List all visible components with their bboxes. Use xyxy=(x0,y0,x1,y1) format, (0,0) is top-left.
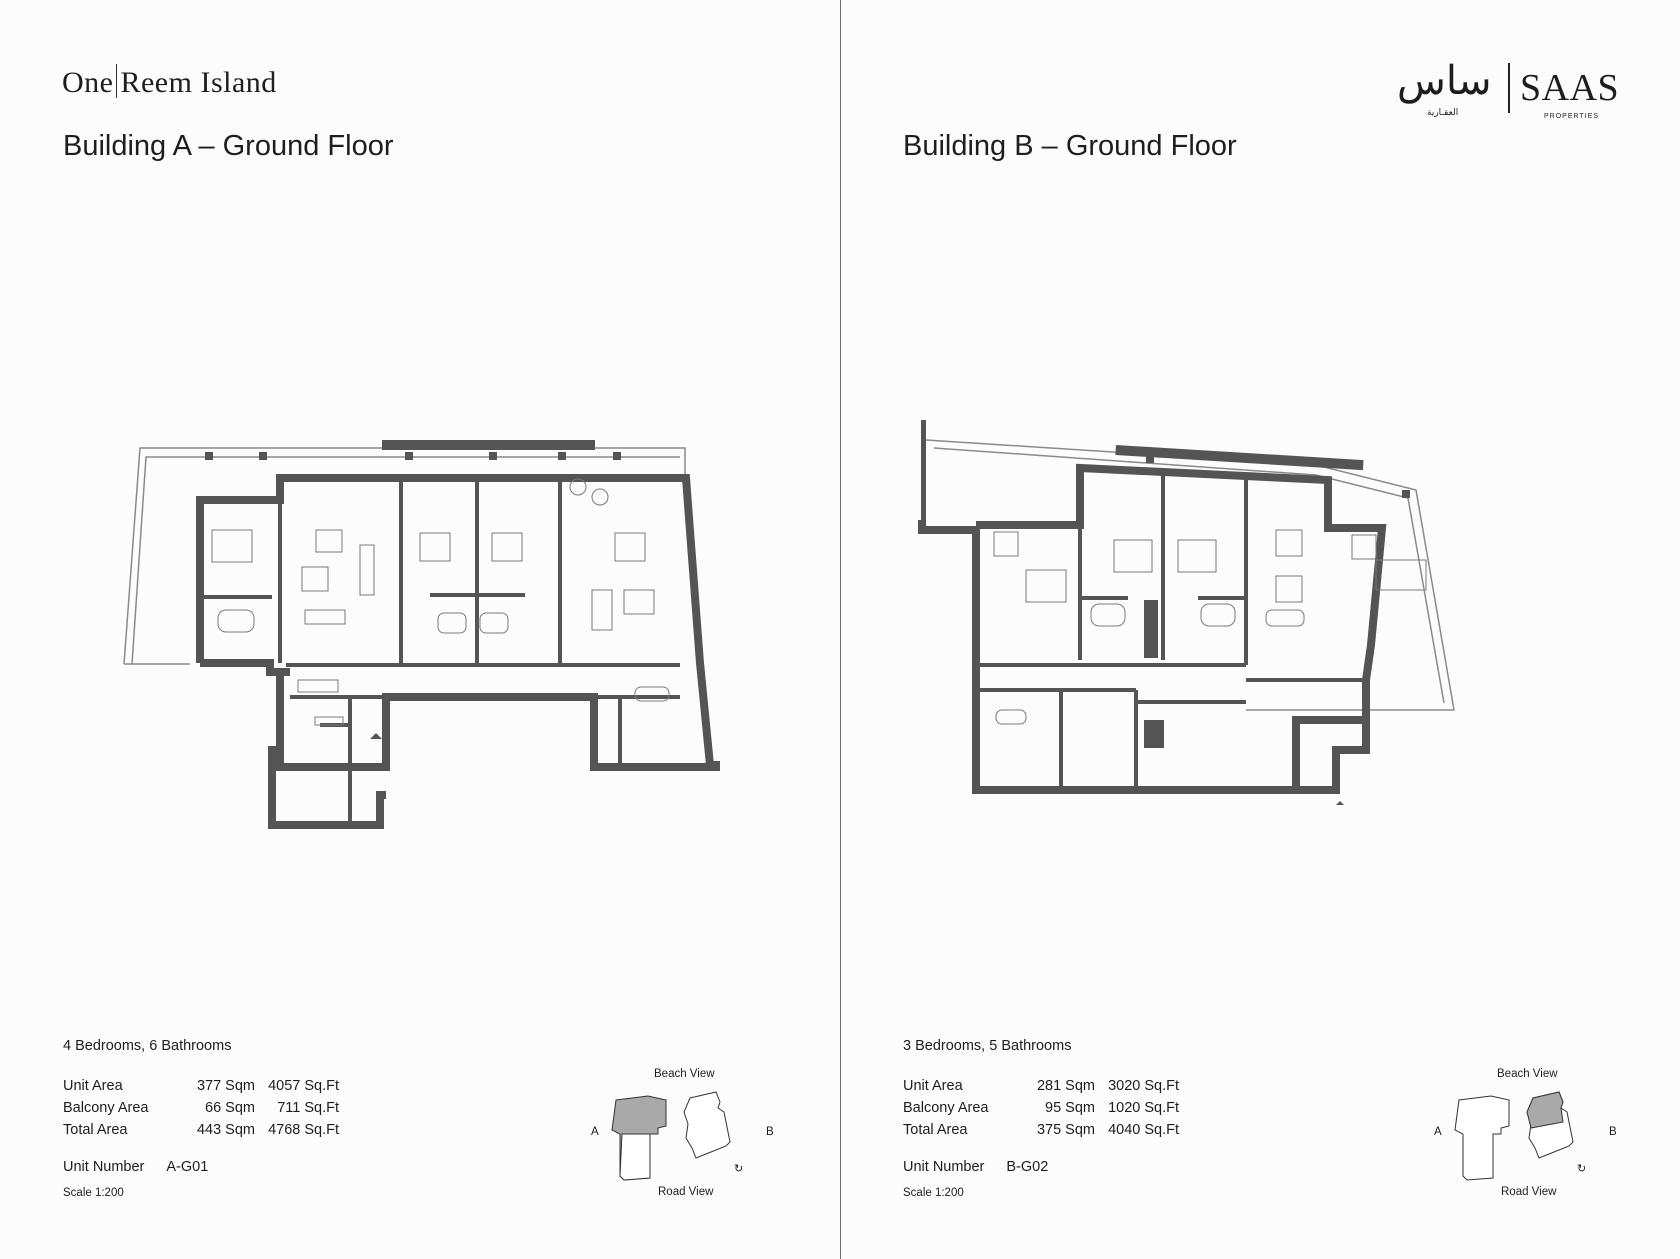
brand-separator xyxy=(116,64,117,98)
key-plan-a-label: A xyxy=(1434,1126,1442,1138)
area-sqft: 4040 Sq.Ft xyxy=(1108,1122,1179,1138)
area-label: Balcony Area xyxy=(903,1100,989,1116)
key-plan xyxy=(586,1068,786,1208)
north-icon: ↻ xyxy=(1577,1162,1587,1175)
key-plan-building-a xyxy=(1455,1096,1509,1180)
key-plan-b-label: B xyxy=(1609,1126,1617,1138)
interior-walls xyxy=(976,472,1366,790)
floor-plan-a xyxy=(120,435,720,835)
area-sqm: 443 Sqm xyxy=(196,1122,255,1138)
area-sqft: 3020 Sq.Ft xyxy=(1108,1078,1179,1094)
rooms-summary: 3 Bedrooms, 5 Bathrooms xyxy=(903,1038,1072,1054)
unit-number-label: Unit Number xyxy=(903,1159,985,1175)
key-plan xyxy=(1429,1068,1629,1208)
unit-number-value: A-G01 xyxy=(166,1159,209,1175)
key-plan-building-a-lower xyxy=(620,1134,650,1180)
logo-arabic-sub: العقـارية xyxy=(1427,108,1459,118)
brand-logo xyxy=(62,64,277,100)
brand-name-part1: One xyxy=(62,66,114,99)
unit-number-value: B-G02 xyxy=(1006,1159,1049,1175)
page-title: Building A – Ground Floor xyxy=(63,130,394,162)
area-label: Total Area xyxy=(63,1122,128,1138)
key-plan-road-label: Road View xyxy=(658,1186,714,1198)
area-sqft: 4768 Sq.Ft xyxy=(268,1122,339,1138)
area-sqm: 95 Sqm xyxy=(1045,1100,1095,1116)
area-sqm: 375 Sqm xyxy=(1036,1122,1095,1138)
area-sqm: 377 Sqm xyxy=(196,1078,255,1094)
area-sqm: 281 Sqm xyxy=(1036,1078,1095,1094)
floor-plan-b xyxy=(916,420,1456,805)
balcony-beam xyxy=(382,440,595,450)
key-plan-building-b-highlight xyxy=(1527,1092,1563,1128)
key-plan-road-label: Road View xyxy=(1501,1186,1557,1198)
unit-number xyxy=(63,1159,208,1175)
furniture xyxy=(994,530,1426,724)
page-building-b xyxy=(841,0,1680,1259)
area-label: Unit Area xyxy=(63,1078,123,1094)
scale-note: Scale 1:200 xyxy=(63,1187,124,1199)
area-sqft: 1020 Sq.Ft xyxy=(1108,1100,1179,1116)
key-plan-a-label: A xyxy=(591,1126,599,1138)
logo-english: SAAS xyxy=(1520,67,1620,109)
entry-marker xyxy=(1334,801,1346,805)
area-label: Balcony Area xyxy=(63,1100,149,1116)
rooms-summary: 4 Bedrooms, 6 Bathrooms xyxy=(63,1038,232,1054)
page-title: Building B – Ground Floor xyxy=(903,130,1237,162)
logo-arabic: ساس xyxy=(1397,58,1492,104)
scale-note: Scale 1:200 xyxy=(903,1187,964,1199)
logo-divider xyxy=(1508,63,1510,113)
key-plan-building-b xyxy=(684,1092,730,1158)
brand-name-part2: Reem Island xyxy=(120,66,277,99)
area-sqft: 711 Sq.Ft xyxy=(277,1100,339,1116)
unit-number xyxy=(903,1159,1048,1175)
saas-properties-logo xyxy=(1397,58,1627,128)
unit-number-label: Unit Number xyxy=(63,1159,145,1175)
key-plan-beach-label: Beach View xyxy=(654,1068,715,1080)
north-icon: ↻ xyxy=(734,1162,744,1175)
area-sqft: 4057 Sq.Ft xyxy=(268,1078,339,1094)
area-label: Total Area xyxy=(903,1122,968,1138)
area-sqm: 66 Sqm xyxy=(205,1100,255,1116)
key-plan-beach-label: Beach View xyxy=(1497,1068,1558,1080)
logo-english-sub: PROPERTIES xyxy=(1544,113,1599,120)
area-label: Unit Area xyxy=(903,1078,963,1094)
key-plan-b-label: B xyxy=(766,1126,774,1138)
entry-marker xyxy=(370,733,382,739)
